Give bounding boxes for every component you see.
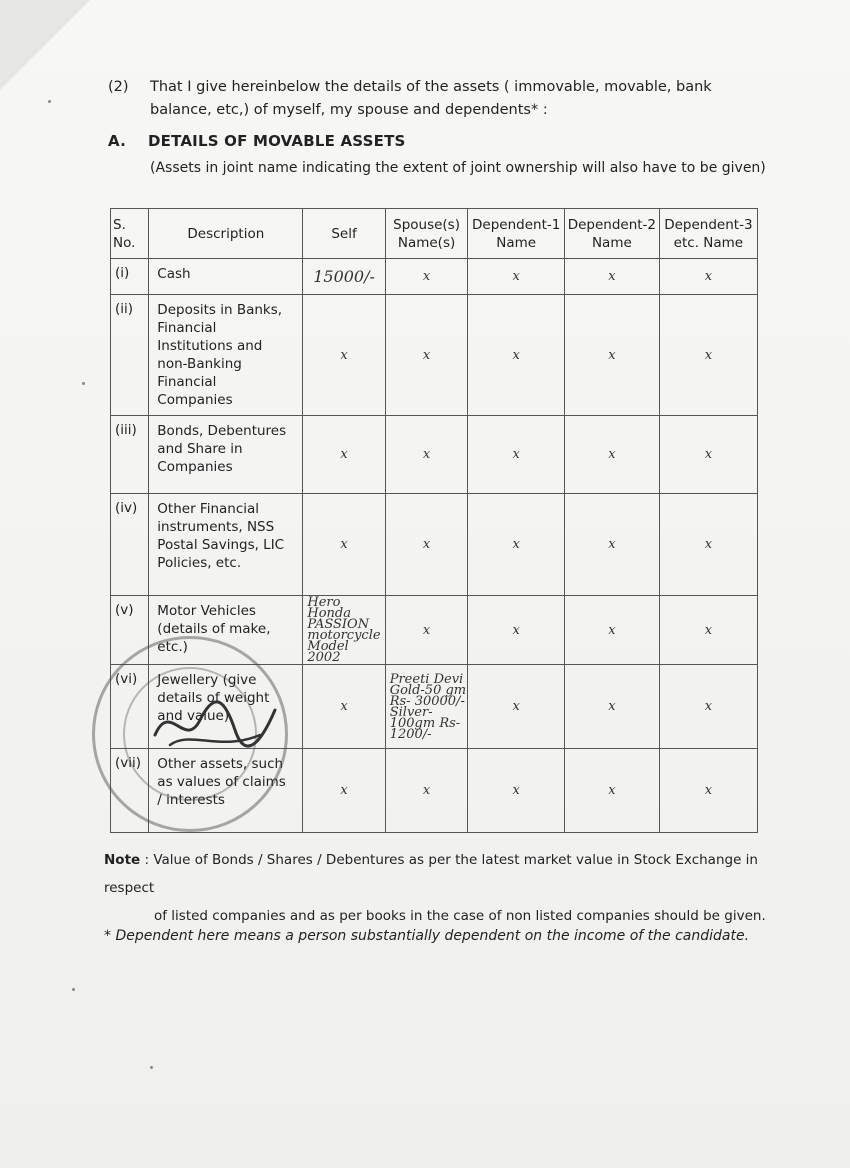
- row-dependent-1: x: [468, 259, 565, 295]
- row-description: Other Financial instruments, NSS Postal Savings, LIC Policies, etc.: [149, 494, 303, 596]
- scan-speck: [150, 1066, 153, 1069]
- table-row: [111, 749, 758, 833]
- row-sno: (vii): [111, 749, 149, 833]
- row-self: x: [303, 665, 385, 749]
- header-self: Self: [303, 209, 385, 259]
- intro-paragraph: [108, 76, 758, 122]
- table-row: [111, 295, 758, 416]
- section-title: DETAILS OF MOVABLE ASSETS: [148, 132, 406, 150]
- table-row: [111, 665, 758, 749]
- row-self: x: [303, 494, 385, 596]
- row-description: Cash: [149, 259, 303, 295]
- row-dependent-3: x: [659, 749, 757, 833]
- header-dependent-1: Dependent-1 Name: [468, 209, 565, 259]
- row-spouse: x: [385, 259, 468, 295]
- row-dependent-2: x: [564, 259, 659, 295]
- table-row: [111, 416, 758, 494]
- row-dependent-1: x: [468, 295, 565, 416]
- row-dependent-2: x: [564, 749, 659, 833]
- row-dependent-1: x: [468, 494, 565, 596]
- section-heading: [108, 132, 406, 150]
- row-sno: (v): [111, 596, 149, 665]
- row-dependent-1: x: [468, 749, 565, 833]
- row-sno: (iv): [111, 494, 149, 596]
- row-self: x: [303, 416, 385, 494]
- row-dependent-3: x: [659, 295, 757, 416]
- row-dependent-3: x: [659, 416, 757, 494]
- row-dependent-1: x: [468, 596, 565, 665]
- row-spouse: x: [385, 749, 468, 833]
- scan-speck: [72, 988, 75, 991]
- note-line-1: : Value of Bonds / Shares / Debentures as per the latest market value in Stock Exchange in respect: [104, 852, 758, 896]
- note-paragraph: [104, 846, 784, 930]
- row-spouse: x: [385, 295, 468, 416]
- table-row: [111, 259, 758, 295]
- row-dependent-2: x: [564, 596, 659, 665]
- row-self: x: [303, 749, 385, 833]
- header-spouse: Spouse(s) Name(s): [385, 209, 468, 259]
- row-dependent-3: x: [659, 596, 757, 665]
- intro-number: (2): [108, 79, 129, 95]
- row-dependent-3: x: [659, 259, 757, 295]
- row-sno: (i): [111, 259, 149, 295]
- row-spouse: x: [385, 494, 468, 596]
- movable-assets-table: [110, 208, 758, 833]
- table-row: [111, 596, 758, 665]
- scan-speck: [48, 100, 51, 103]
- section-letter: A.: [108, 132, 126, 150]
- row-self: 15000/-: [303, 259, 385, 295]
- row-sno: (iii): [111, 416, 149, 494]
- row-dependent-3: x: [659, 665, 757, 749]
- header-description: Description: [149, 209, 303, 259]
- row-description: Bonds, Debentures and Share in Companies: [149, 416, 303, 494]
- row-spouse-handwritten: Preeti Devi Gold-50 gm Rs- 30000/- Silver-100gm Rs-1200/-: [385, 665, 468, 749]
- row-spouse: x: [385, 416, 468, 494]
- header-dependent-3: Dependent-3 etc. Name: [659, 209, 757, 259]
- header-dependent-2: Dependent-2 Name: [564, 209, 659, 259]
- section-subtitle: (Assets in joint name indicating the extent of joint ownership will also have to be given): [150, 160, 766, 176]
- row-dependent-1: x: [468, 665, 565, 749]
- note-label: Note: [104, 852, 141, 868]
- page-fold: [0, 0, 90, 90]
- row-description: Other assets, such as values of claims / interests: [149, 749, 303, 833]
- table-header-row: [111, 209, 758, 259]
- row-description: Jewellery (give details of weight and value): [149, 665, 303, 749]
- row-dependent-2: x: [564, 665, 659, 749]
- row-self-handwritten: Hero Honda PASSION motorcycle Model 2002: [303, 596, 385, 665]
- row-dependent-2: x: [564, 295, 659, 416]
- row-description: Motor Vehicles (details of make, etc.): [149, 596, 303, 665]
- dependent-footnote: * Dependent here means a person substantially dependent on the income of the candidate.: [104, 928, 750, 944]
- scan-speck: [82, 382, 85, 385]
- row-spouse: x: [385, 596, 468, 665]
- row-dependent-2: x: [564, 416, 659, 494]
- header-sno: S. No.: [111, 209, 149, 259]
- row-dependent-1: x: [468, 416, 565, 494]
- intro-text: That I give hereinbelow the details of the assets ( immovable, movable, bank balance, etc,) of myself, my spouse and dependents* :: [150, 79, 712, 118]
- note-line-2: of listed companies and as per books in the case of non listed companies should be given.: [154, 908, 766, 924]
- row-self: x: [303, 295, 385, 416]
- row-dependent-2: x: [564, 494, 659, 596]
- row-dependent-3: x: [659, 494, 757, 596]
- row-sno: (ii): [111, 295, 149, 416]
- row-sno: (vi): [111, 665, 149, 749]
- row-description: Deposits in Banks, Financial Institutions and non-Banking Financial Companies: [149, 295, 303, 416]
- table-row: [111, 494, 758, 596]
